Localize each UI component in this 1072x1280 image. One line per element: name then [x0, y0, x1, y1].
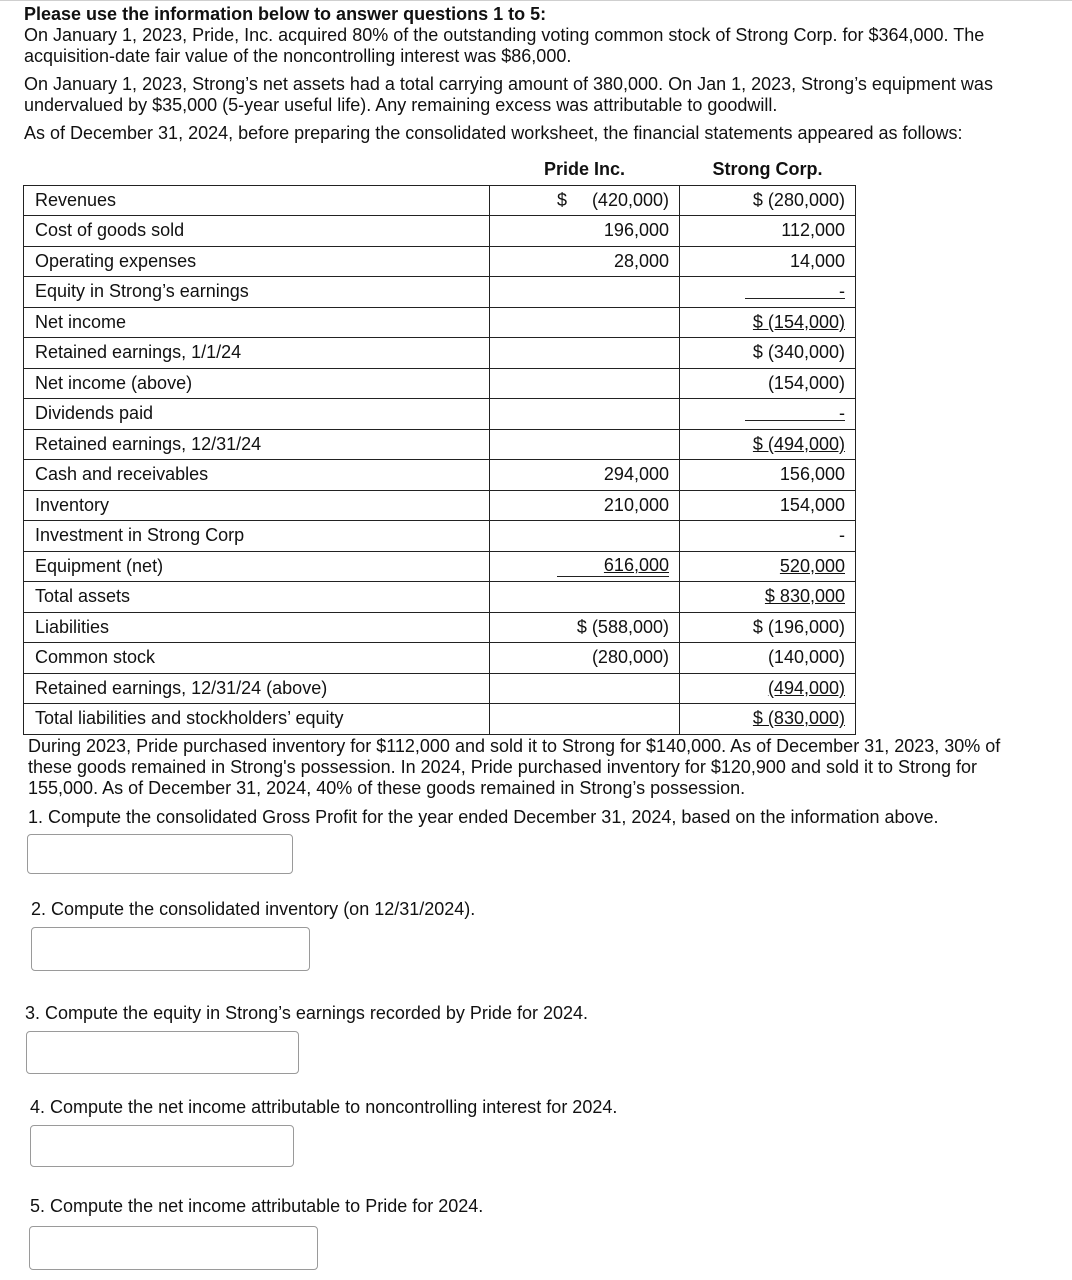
strong-value: 154,000 — [680, 490, 856, 521]
pride-value — [490, 277, 680, 308]
strong-value: $ (196,000) — [680, 612, 856, 643]
row-label: Net income (above) — [24, 368, 490, 399]
answer-1-input[interactable] — [27, 834, 293, 874]
row-label: Investment in Strong Corp — [24, 521, 490, 552]
strong-value: (140,000) — [680, 643, 856, 674]
question-3: 3. Compute the equity in Strong’s earnings recorded by Pride for 2024. — [25, 1003, 589, 1023]
table-row — [24, 185, 856, 216]
pride-value: 210,000 — [490, 490, 680, 521]
answer-2-input[interactable] — [31, 927, 310, 971]
table-row — [24, 612, 856, 643]
table-row — [24, 490, 856, 521]
table-row — [24, 673, 856, 704]
row-label: Total liabilities and stockholders’ equity — [24, 704, 490, 735]
header-blank — [24, 155, 490, 185]
row-label: Equity in Strong’s earnings — [24, 277, 490, 308]
table-row — [24, 399, 856, 430]
strong-value: 14,000 — [680, 246, 856, 277]
row-label: Cash and receivables — [24, 460, 490, 491]
strong-value: $ (494,000) — [680, 429, 856, 460]
intro-paragraph-1: On January 1, 2023, Pride, Inc. acquired 80% of the outstanding voting common stock of Strong Corp. for $364,000. The acquisition-date fair value of the noncontrolling interest was $86,000. — [24, 25, 985, 66]
intro-paragraph-2: On January 1, 2023, Strong’s net assets had a total carrying amount of 380,000. On Jan 1, 2023, Strong’s equipment was undervalued by $35,000 (5-year useful life). Any remaining excess was attributable to goodwill. — [24, 74, 993, 115]
strong-value: 520,000 — [680, 551, 856, 582]
question-4: 4. Compute the net income attributable to noncontrolling interest for 2024. — [30, 1097, 618, 1117]
row-label: Equipment (net) — [24, 551, 490, 582]
row-label: Net income — [24, 307, 490, 338]
pride-value: $ (588,000) — [490, 612, 680, 643]
row-label: Revenues — [24, 185, 490, 216]
instructions-heading: Please use the information below to answer questions 1 to 5: — [24, 4, 547, 24]
strong-value: 112,000 — [680, 216, 856, 247]
table-row — [24, 643, 856, 674]
pride-value — [490, 368, 680, 399]
pride-value: 28,000 — [490, 246, 680, 277]
row-label: Common stock — [24, 643, 490, 674]
strong-value: (494,000) — [680, 673, 856, 704]
row-label: Retained earnings, 12/31/24 — [24, 429, 490, 460]
strong-value: - — [680, 521, 856, 552]
intercompany-paragraph: During 2023, Pride purchased inventory for $112,000 and sold it to Strong for $140,000. As of December 31, 2023, 30% of these goods remained in Strong's possession. In 2024, Pride purchased inventory for $120,900 and sold it to Strong for 155,000. As of December 31, 2024, 40% of these goods remained in Strong’s possession. — [28, 736, 1001, 798]
table-row — [24, 368, 856, 399]
table-row — [24, 460, 856, 491]
table-row — [24, 216, 856, 247]
table-row — [24, 551, 856, 582]
strong-value: $ 830,000 — [680, 582, 856, 613]
question-2: 2. Compute the consolidated inventory (on 12/31/2024). — [31, 899, 476, 919]
pride-value: 196,000 — [490, 216, 680, 247]
table-row — [24, 277, 856, 308]
row-label: Total assets — [24, 582, 490, 613]
strong-value: $ (830,000) — [680, 704, 856, 735]
table-row — [24, 307, 856, 338]
pride-value — [490, 429, 680, 460]
pride-value — [490, 399, 680, 430]
pride-value: 294,000 — [490, 460, 680, 491]
table-row — [24, 338, 856, 369]
question-5: 5. Compute the net income attributable to Pride for 2024. — [30, 1196, 484, 1216]
intro-section — [24, 4, 1054, 144]
pride-value: $ (420,000) — [490, 185, 680, 216]
table-header-row — [24, 155, 856, 185]
row-label: Dividends paid — [24, 399, 490, 430]
table-row — [24, 246, 856, 277]
row-label: Liabilities — [24, 612, 490, 643]
answer-4-input[interactable] — [30, 1125, 294, 1167]
row-label: Retained earnings, 1/1/24 — [24, 338, 490, 369]
top-border — [0, 0, 1072, 1]
table-row — [24, 429, 856, 460]
pride-value: 616,000 — [490, 551, 680, 582]
answer-5-input[interactable] — [29, 1226, 318, 1270]
pride-value — [490, 307, 680, 338]
header-strong: Strong Corp. — [680, 155, 856, 185]
pride-value — [490, 582, 680, 613]
table-row — [24, 582, 856, 613]
row-label: Cost of goods sold — [24, 216, 490, 247]
strong-value: $ (154,000) — [680, 307, 856, 338]
answer-3-input[interactable] — [26, 1031, 299, 1074]
table-row — [24, 704, 856, 735]
pride-value: (280,000) — [490, 643, 680, 674]
pride-value — [490, 704, 680, 735]
header-pride: Pride Inc. — [490, 155, 680, 185]
pride-value — [490, 521, 680, 552]
strong-value: - — [680, 399, 856, 430]
table-row — [24, 521, 856, 552]
strong-value: $ (280,000) — [680, 185, 856, 216]
row-label: Retained earnings, 12/31/24 (above) — [24, 673, 490, 704]
financial-statements-table — [23, 155, 856, 735]
pride-value — [490, 673, 680, 704]
row-label: Inventory — [24, 490, 490, 521]
strong-value: (154,000) — [680, 368, 856, 399]
pride-value — [490, 338, 680, 369]
question-1: 1. Compute the consolidated Gross Profit for the year ended December 31, 2024, based on the information above. — [28, 807, 939, 827]
strong-value: - — [680, 277, 856, 308]
strong-value: 156,000 — [680, 460, 856, 491]
strong-value: $ (340,000) — [680, 338, 856, 369]
intro-paragraph-3: As of December 31, 2024, before preparing the consolidated worksheet, the financial statements appeared as follows: — [24, 123, 963, 143]
row-label: Operating expenses — [24, 246, 490, 277]
